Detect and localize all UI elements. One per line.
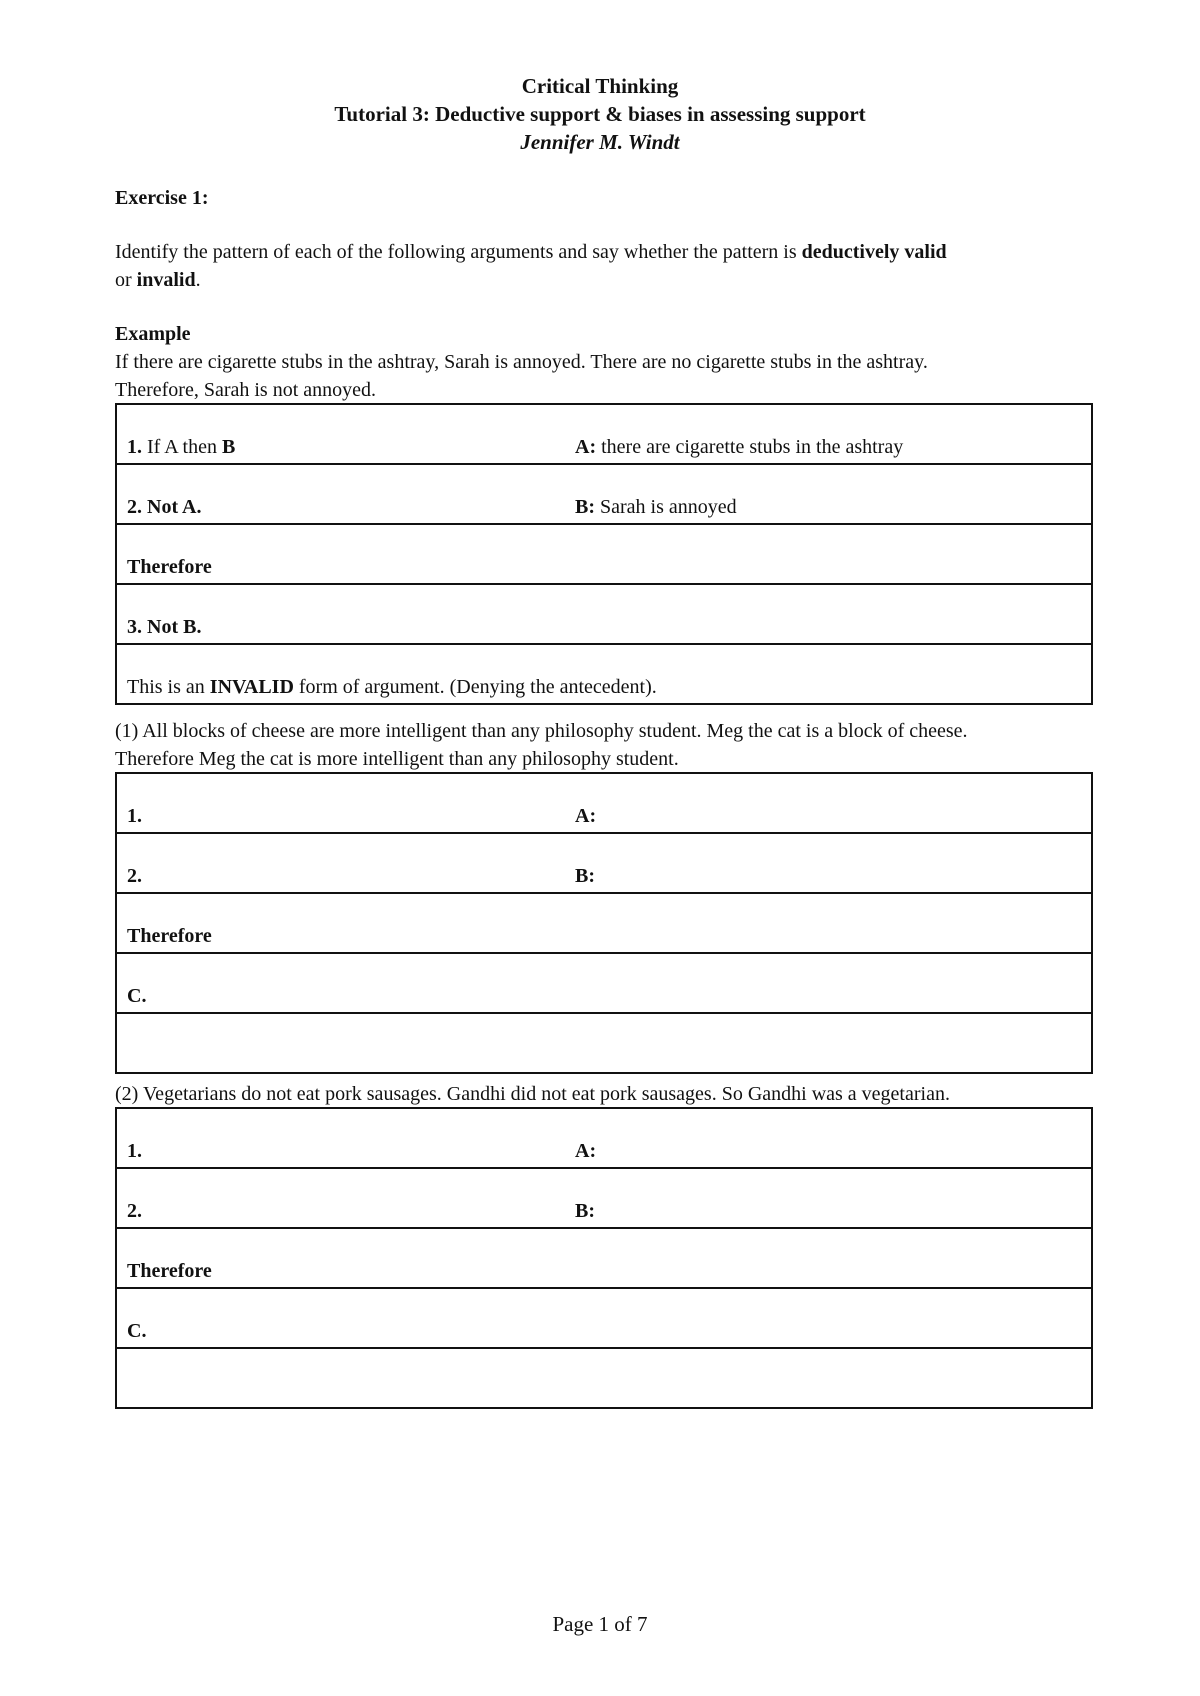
therefore-cell: Therefore bbox=[116, 524, 1092, 584]
author-name: Jennifer M. Windt bbox=[520, 130, 680, 154]
premise-1-cell: 1. If A then B bbox=[127, 436, 236, 458]
premise-2-cell[interactable]: 2. bbox=[116, 1168, 565, 1228]
table-row bbox=[116, 1168, 1092, 1228]
table-row bbox=[116, 524, 1092, 584]
verdict-cell: This is an INVALID form of argument. (Denying the antecedent). bbox=[116, 644, 1092, 704]
table-row bbox=[116, 404, 1092, 464]
course-title: Critical Thinking bbox=[521, 74, 679, 98]
table-row bbox=[116, 1108, 1092, 1168]
premise-1-cell[interactable]: 1. bbox=[127, 805, 142, 827]
variable-a-cell: A: there are cigarette stubs in the ashtray bbox=[575, 436, 904, 458]
question-2-argument-table bbox=[115, 1107, 1093, 1409]
table-row bbox=[116, 953, 1092, 1013]
table-row bbox=[116, 584, 1092, 644]
example-heading: Example bbox=[115, 323, 191, 345]
variable-a-cell[interactable]: A: bbox=[575, 1140, 597, 1162]
page-number: Page 1 of 7 bbox=[552, 1612, 648, 1636]
conclusion-cell: 3. Not B. bbox=[116, 584, 1092, 644]
table-row bbox=[116, 644, 1092, 704]
exercise-heading: Exercise 1: bbox=[115, 187, 209, 209]
conclusion-cell[interactable]: C. bbox=[116, 1288, 1092, 1348]
table-row bbox=[116, 1013, 1092, 1073]
example-text-line-1: If there are cigarette stubs in the ashtray, Sarah is annoyed. There are no cigarette stubs in the ashtray. bbox=[115, 351, 928, 373]
premise-2-cell: 2. Not A. bbox=[116, 464, 565, 524]
answer-cell[interactable] bbox=[116, 1013, 1092, 1073]
variable-a-cell[interactable]: A: bbox=[575, 805, 597, 827]
question-1-text-line-1: (1) All blocks of cheese are more intelligent than any philosophy student. Meg the cat is a block of cheese. bbox=[115, 720, 968, 742]
therefore-cell: Therefore bbox=[116, 893, 1092, 953]
premise-2-cell[interactable]: 2. bbox=[116, 833, 565, 893]
question-1-argument-table bbox=[115, 772, 1093, 1074]
question-2-text-line-1: (2) Vegetarians do not eat pork sausages. Gandhi did not eat pork sausages. So Gandhi was a vegetarian. bbox=[115, 1083, 950, 1105]
table-row bbox=[116, 1288, 1092, 1348]
variable-b-cell[interactable]: B: bbox=[565, 833, 1092, 893]
premise-1-cell[interactable]: 1. bbox=[127, 1140, 142, 1162]
conclusion-cell[interactable]: C. bbox=[116, 953, 1092, 1013]
tutorial-title: Tutorial 3: Deductive support & biases in assessing support bbox=[334, 102, 866, 126]
variable-b-cell: B: Sarah is annoyed bbox=[565, 464, 1092, 524]
table-row bbox=[116, 464, 1092, 524]
variable-b-cell[interactable]: B: bbox=[565, 1168, 1092, 1228]
table-row bbox=[116, 833, 1092, 893]
table-row bbox=[116, 773, 1092, 833]
question-1-text-line-2: Therefore Meg the cat is more intelligent than any philosophy student. bbox=[115, 748, 679, 770]
example-argument-table bbox=[115, 403, 1093, 705]
table-row bbox=[116, 1228, 1092, 1288]
table-row bbox=[116, 893, 1092, 953]
example-text-line-2: Therefore, Sarah is not annoyed. bbox=[115, 379, 377, 401]
answer-cell[interactable] bbox=[116, 1348, 1092, 1408]
instruction-line-2: or invalid. bbox=[115, 269, 201, 291]
instruction-line-1: Identify the pattern of each of the following arguments and say whether the pattern is deductively valid bbox=[115, 241, 947, 263]
table-row bbox=[116, 1348, 1092, 1408]
therefore-cell: Therefore bbox=[116, 1228, 1092, 1288]
